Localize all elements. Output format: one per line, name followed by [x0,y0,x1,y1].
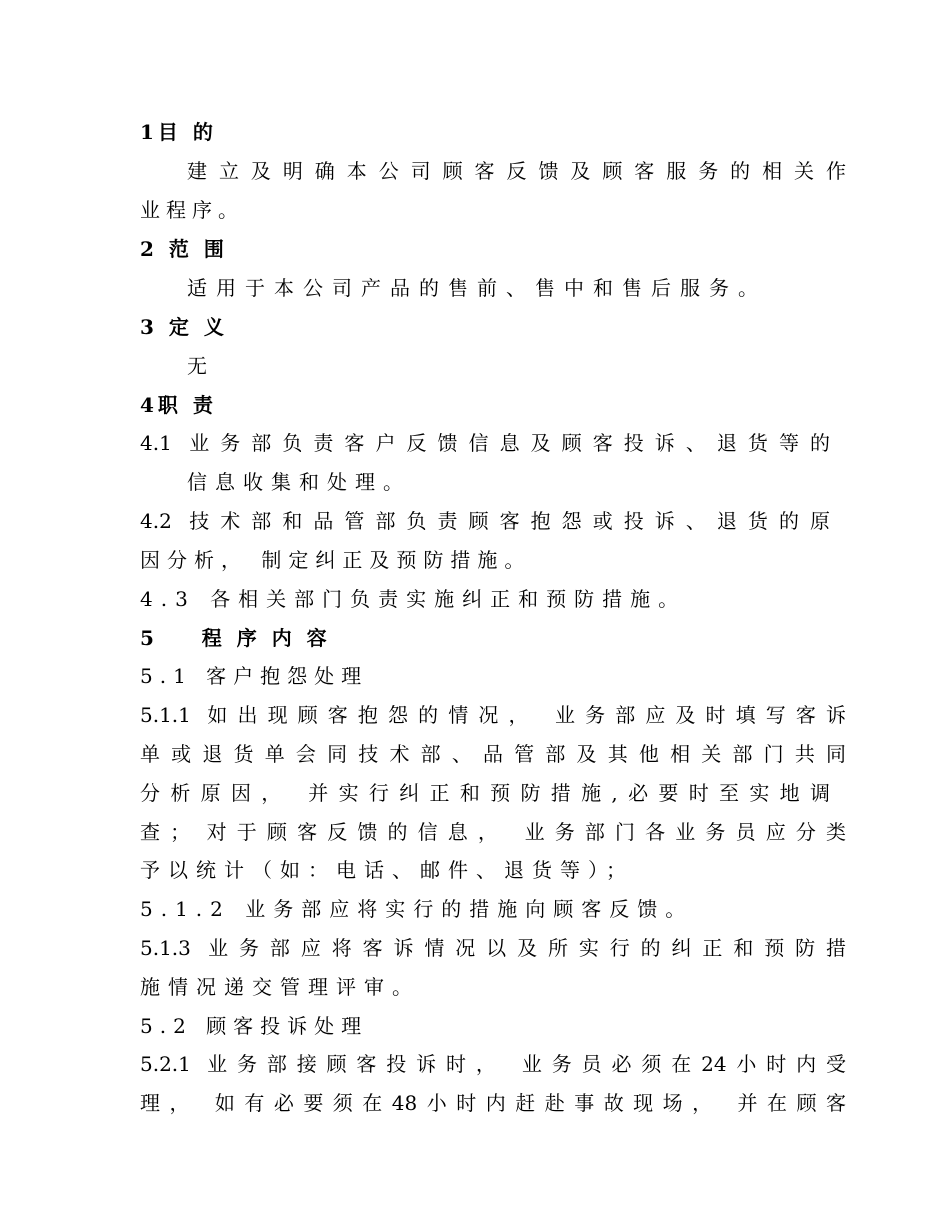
paragraph-definition: 无 [187,354,213,378]
subsection-5-1-heading: 5.1 客户抱怨处理 [140,664,369,688]
item-5-1-3-line-2: 施情况递交管理评审。 [140,975,420,999]
item-5-1-1-line-1: 5.1.1 如出现顾客抱怨的情况， 业务部应及时填写客诉 [140,703,846,727]
section-1-heading: 1目 的 [140,120,217,144]
paragraph-purpose-line-2: 业程序。 [140,198,244,222]
section-4-heading: 4职 责 [140,393,217,417]
item-4-3: 4.3 各相关部门负责实施纠正和预防措施。 [140,587,687,611]
item-5-1-1-line-3: 分析原因， 并实行纠正和预防措施,必要时至实地调 [140,781,830,805]
item-5-1-1-line-5: 予以统计（如：电话、邮件、退货等）； [140,858,634,882]
item-4-1-line-2: 信息收集和处理。 [187,470,411,494]
subsection-5-2-heading: 5.2 顾客投诉处理 [140,1014,369,1038]
item-5-2-1-line-1: 5.2.1 业务部接顾客投诉时， 业务员必须在24小时内受 [140,1052,846,1076]
item-4-2-line-2: 因分析， 制定纠正及预防措施。 [140,548,532,572]
item-4-2-line-1: 4.2 技术部和品管部负责顾客抱怨或投诉、退货的原 [140,509,830,533]
section-5-heading: 5 程 序 内 容 [140,626,331,650]
paragraph-scope: 适用于本公司产品的售前、售中和售后服务。 [187,276,767,300]
item-5-1-2: 5.1.2 业务部应将实行的措施向顾客反馈。 [140,897,694,921]
item-4-1-line-1: 4.1 业务部负责客户反馈信息及顾客投诉、退货等的 [140,431,830,455]
paragraph-purpose-line-1: 建立及明确本公司顾客反馈及顾客服务的相关作 [187,159,846,183]
section-3-heading: 3 定 义 [140,315,228,339]
section-2-heading: 2 范 围 [140,237,228,261]
item-5-1-1-line-4: 查； 对于顾客反馈的信息， 业务部门各业务员应分类 [140,820,846,844]
item-5-1-1-line-2: 单或退货单会同技术部、品管部及其他相关部门共同 [140,742,846,766]
item-5-2-1-line-2: 理， 如有必要须在48小时内赶赴事故现场， 并在顾客 [140,1091,846,1115]
item-5-1-3-line-1: 5.1.3 业务部应将客诉情况以及所实行的纠正和预防措 [140,936,846,960]
